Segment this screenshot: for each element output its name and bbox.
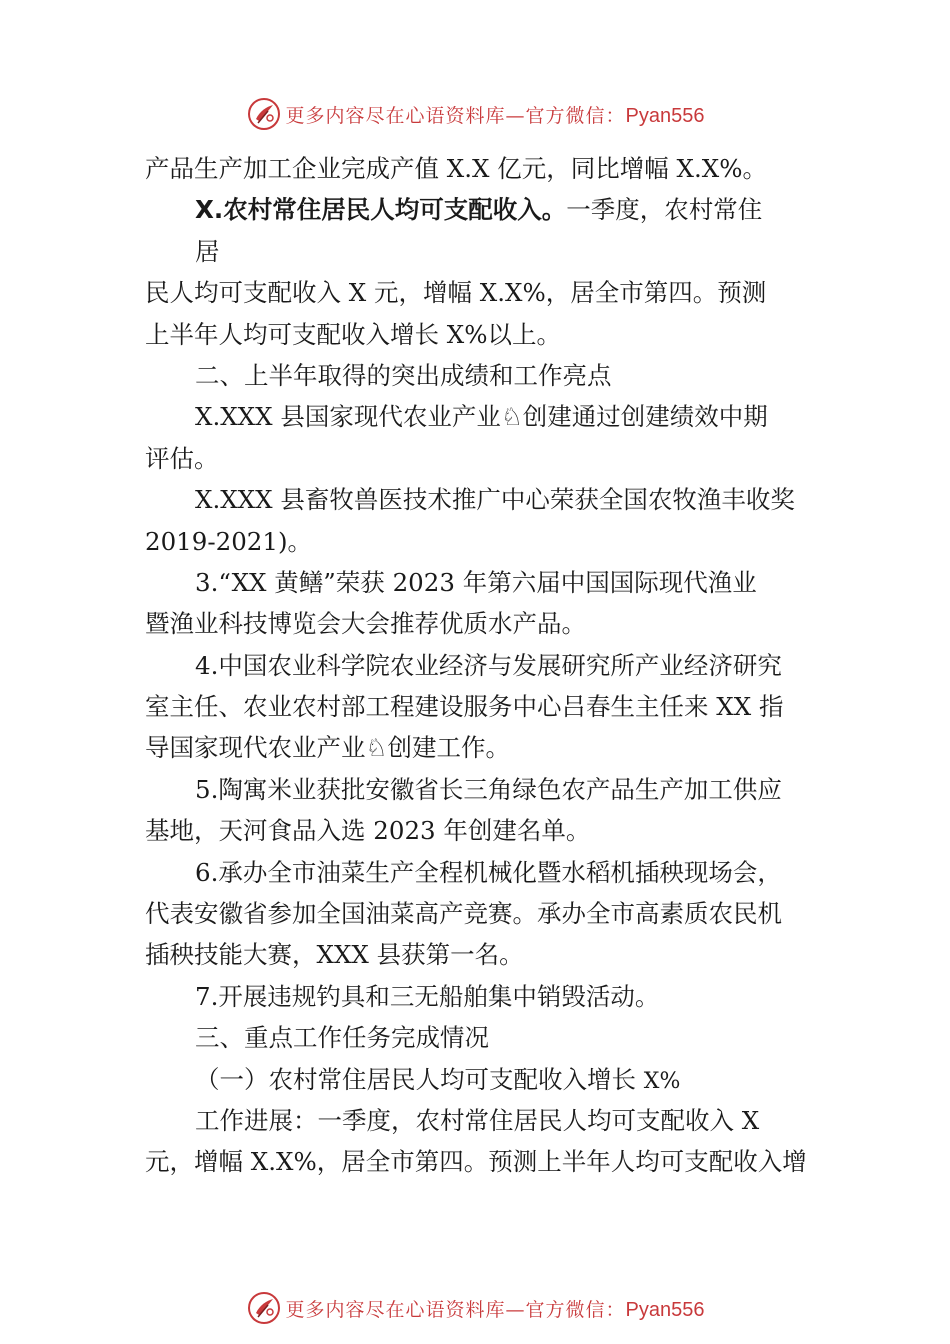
section-heading: 二、上半年取得的突出成绩和工作亮点 [195, 360, 612, 390]
body-line: 插秧技能大赛，XXX 县获第一名。 [145, 940, 524, 970]
document-body [145, 148, 825, 1183]
body-line: 3.“XX 黄鳝”荣获 2023 年第六届中国国际现代渔业 [195, 567, 757, 597]
body-line-heading: X.农村常住居民人均可支配收入。一季度，农村常住 [195, 195, 763, 225]
body-line: 代表安徽省参加全国油菜高产竞赛。承办全市高素质农民机 [145, 899, 782, 929]
subsection-heading: （一）农村常住居民人均可支配收入增长 X% [195, 1064, 681, 1094]
body-line: 基地，天河食品入选 2023 年创建名单。 [145, 816, 591, 846]
section-heading: 三、重点工作任务完成情况 [195, 1023, 489, 1053]
brand-logo-icon [246, 1290, 282, 1326]
body-line: 6.承办全市油菜生产全程机械化暨水稻机插秧现场会， [195, 857, 782, 887]
body-line: 4.中国农业科学院农业经济与发展研究所产业经济研究 [195, 650, 782, 680]
body-line: 居 [195, 236, 220, 266]
body-line: 导国家现代农业产业♘创建工作。 [145, 733, 510, 763]
body-line: 室主任、农业农村部工程建设服务中心吕春生主任来 XX 指 [145, 692, 784, 722]
body-line: 元，增幅 X.X%，居全市第四。预测上半年人均可支配收入增 [145, 1147, 807, 1177]
bold-lead-text: X.农村常住居民人均可支配收入。 [195, 195, 567, 225]
body-line: 2019-2021)。 [145, 526, 313, 556]
body-line: 暨渔业科技博览会大会推荐优质水产品。 [145, 609, 586, 639]
banner-text: 更多内容尽在心语资料库—官方微信：Pyan556 [285, 104, 705, 127]
body-line: 民人均可支配收入 X 元，增幅 X.X%，居全市第四。预测 [145, 278, 767, 308]
body-line: 7.开展违规钓具和三无船舶集中销毁活动。 [195, 981, 660, 1011]
body-line: 评估。 [145, 443, 219, 473]
body-line: X.XXX 县国家现代农业产业♘创建通过创建绩效中期 [195, 402, 768, 432]
footer-banner [0, 1288, 950, 1328]
body-line: 产品生产加工企业完成产值 X.X 亿元，同比增幅 X.X%。 [145, 154, 767, 183]
body-line: 5.陶寓米业获批安徽省长三角绿色农产品生产加工供应 [195, 774, 782, 804]
brand-logo-icon [246, 96, 282, 132]
body-line: 上半年人均可支配收入增长 X%以上。 [145, 319, 562, 349]
body-line: X.XXX 县畜牧兽医技术推广中心荣获全国农牧渔丰收奖 [195, 485, 795, 515]
banner-text: 更多内容尽在心语资料库—官方微信：Pyan556 [285, 1298, 705, 1321]
header-banner [0, 94, 950, 134]
body-line: 工作进展：一季度，农村常住居民人均可支配收入 X [195, 1105, 760, 1135]
